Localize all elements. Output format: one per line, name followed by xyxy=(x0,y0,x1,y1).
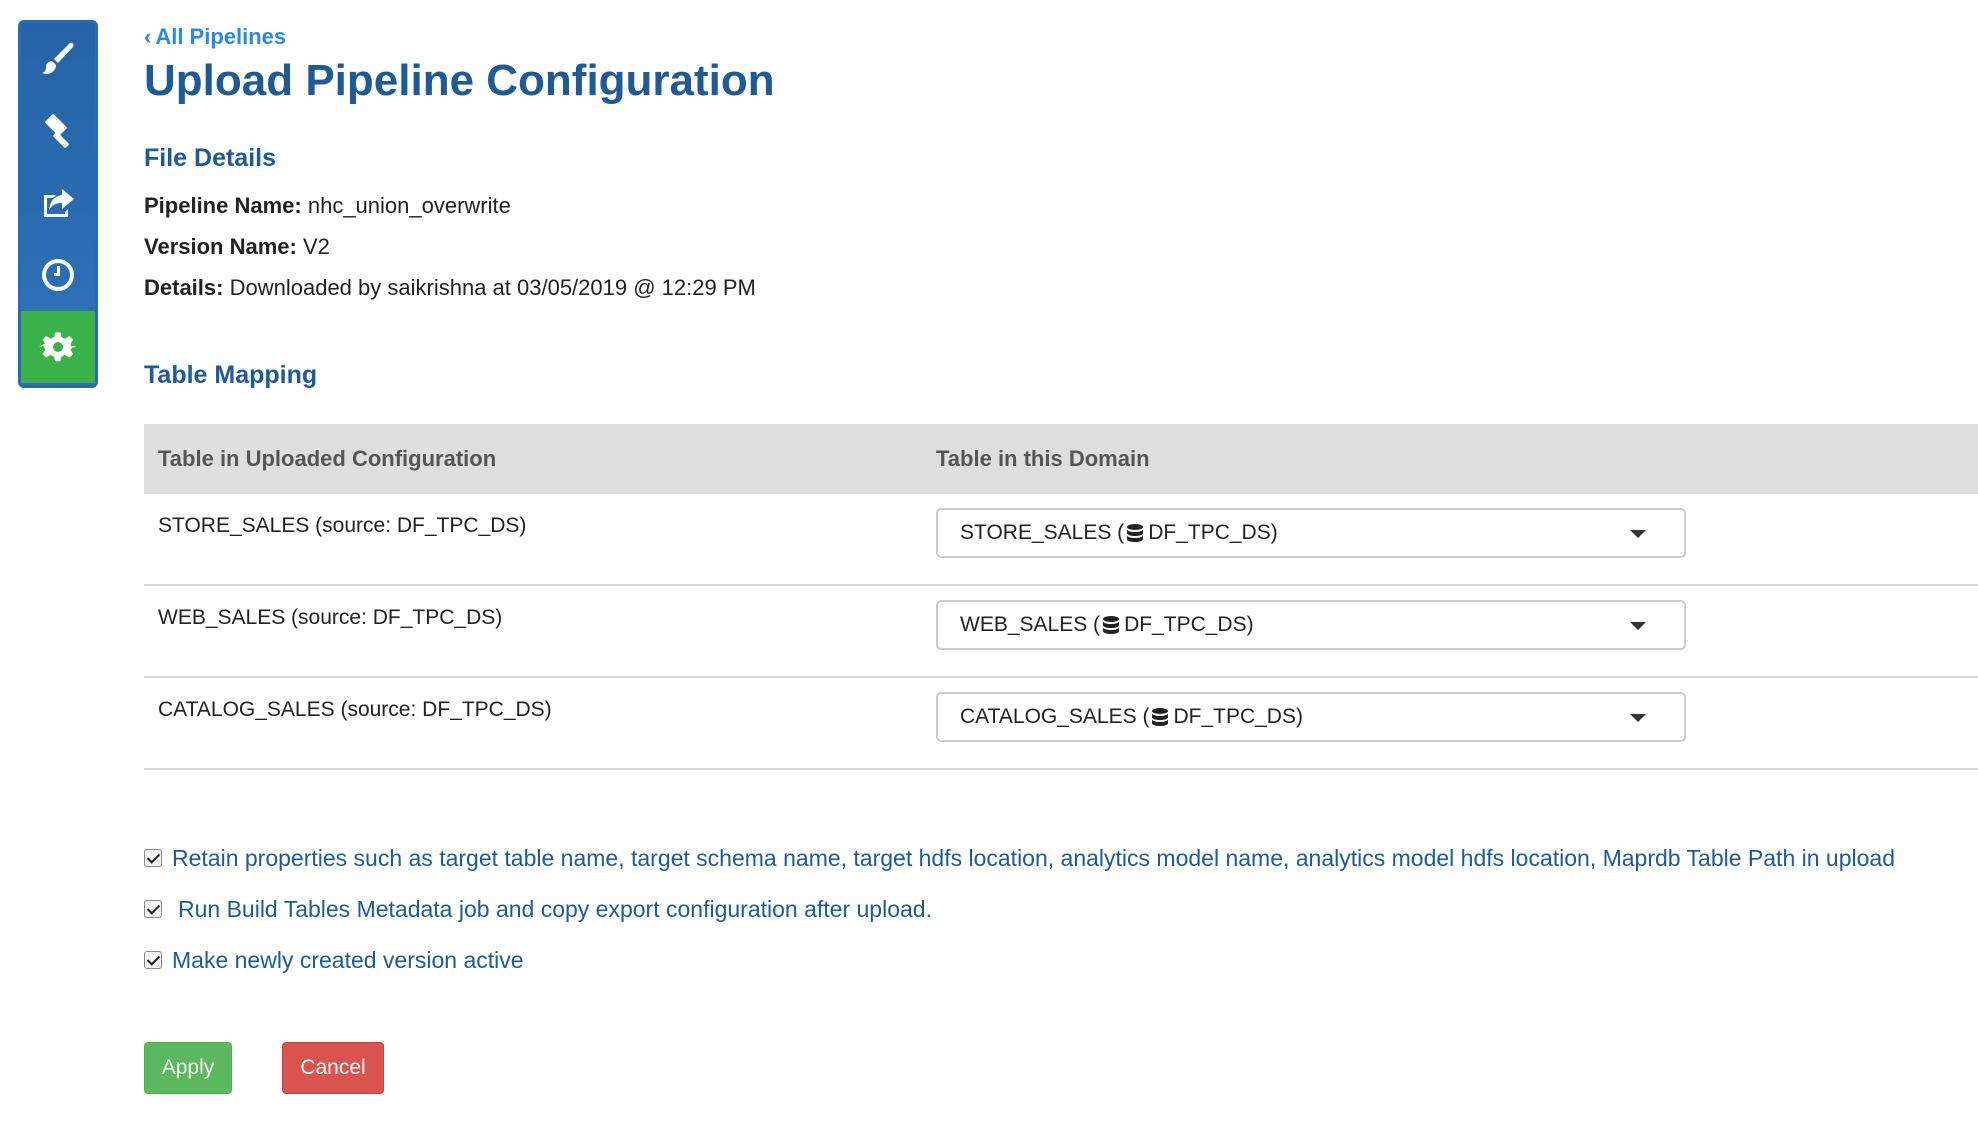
cancel-button[interactable]: Cancel xyxy=(282,1042,384,1094)
sidebar-item-schedule[interactable] xyxy=(21,239,95,311)
domain-table-select[interactable] xyxy=(936,600,1686,650)
pipeline-name-row xyxy=(144,195,1978,217)
select-value-table: WEB_SALES ( xyxy=(960,613,1101,636)
version-name-label: Version Name: xyxy=(144,234,297,259)
file-details-title: File Details xyxy=(144,144,276,172)
retain-properties-label: Retain properties such as target table name, target schema name, target hdfs location, analytics model name, analytics model hdfs location, Maprdb Table Path in upload xyxy=(172,844,1895,871)
uploaded-table-cell: CATALOG_SALES (source: DF_TPC_DS) xyxy=(158,698,552,721)
uploaded-table-cell: STORE_SALES (source: DF_TPC_DS) xyxy=(158,514,527,537)
main-content xyxy=(144,24,1978,973)
select-value-source: DF_TPC_DS) xyxy=(1124,613,1254,636)
caret-down-icon xyxy=(1630,714,1646,722)
apply-button[interactable]: Apply xyxy=(144,1042,232,1094)
database-icon xyxy=(1126,523,1144,543)
details-row xyxy=(144,277,1978,299)
pipeline-name-label: Pipeline Name: xyxy=(144,193,302,218)
details-label: Details: xyxy=(144,275,224,300)
gavel-icon xyxy=(38,111,78,151)
table-row xyxy=(144,678,1978,770)
database-icon xyxy=(1102,615,1120,635)
sidebar-item-design[interactable] xyxy=(21,23,95,95)
page-title: Upload Pipeline Configuration xyxy=(144,56,775,105)
make-version-active-option[interactable] xyxy=(144,944,1895,976)
version-name-value: V2 xyxy=(302,234,330,259)
sidebar xyxy=(18,20,98,388)
caret-down-icon xyxy=(1630,530,1646,538)
table-mapping xyxy=(144,424,1978,770)
share-icon xyxy=(38,183,78,223)
table-row xyxy=(144,494,1978,586)
table-row xyxy=(144,586,1978,678)
select-value-table: STORE_SALES ( xyxy=(960,521,1125,544)
caret-down-icon xyxy=(1630,622,1646,630)
sidebar-item-build[interactable] xyxy=(21,95,95,167)
make-version-active-label: Make newly created version active xyxy=(172,946,524,973)
column-header-uploaded: Table in Uploaded Configuration xyxy=(158,446,497,471)
chevron-left-icon: ‹ xyxy=(144,24,152,49)
sidebar-item-export[interactable] xyxy=(21,167,95,239)
uploaded-table-cell: WEB_SALES (source: DF_TPC_DS) xyxy=(158,606,503,629)
select-value-source: DF_TPC_DS) xyxy=(1148,521,1278,544)
upload-options xyxy=(144,842,1895,995)
run-build-tables-option[interactable] xyxy=(144,893,1895,925)
make-version-active-checkbox[interactable] xyxy=(144,951,162,969)
column-header-domain: Table in this Domain xyxy=(936,446,1150,471)
retain-properties-option[interactable] xyxy=(144,842,1895,874)
table-header xyxy=(144,424,1978,494)
table-mapping-title: Table Mapping xyxy=(144,361,318,389)
run-build-tables-checkbox[interactable] xyxy=(144,900,162,918)
retain-properties-checkbox[interactable] xyxy=(144,849,162,867)
domain-table-select[interactable] xyxy=(936,692,1686,742)
brush-icon xyxy=(38,39,78,79)
database-icon xyxy=(1151,707,1169,727)
clock-icon xyxy=(38,255,78,295)
pipeline-name-value: nhc_union_overwrite xyxy=(307,193,511,218)
select-value-source: DF_TPC_DS) xyxy=(1173,705,1303,728)
back-link-label: All Pipelines xyxy=(155,24,287,49)
gear-icon xyxy=(38,327,78,367)
select-value-table: CATALOG_SALES ( xyxy=(960,705,1150,728)
domain-table-select[interactable] xyxy=(936,508,1686,558)
sidebar-item-settings[interactable] xyxy=(21,311,95,383)
run-build-tables-label: Run Build Tables Metadata job and copy export configuration after upload. xyxy=(178,895,932,922)
details-value: Downloaded by saikrishna at 03/05/2019 @ 12:29 PM xyxy=(229,275,756,300)
version-name-row xyxy=(144,236,1978,258)
back-link-all-pipelines[interactable] xyxy=(144,24,286,50)
